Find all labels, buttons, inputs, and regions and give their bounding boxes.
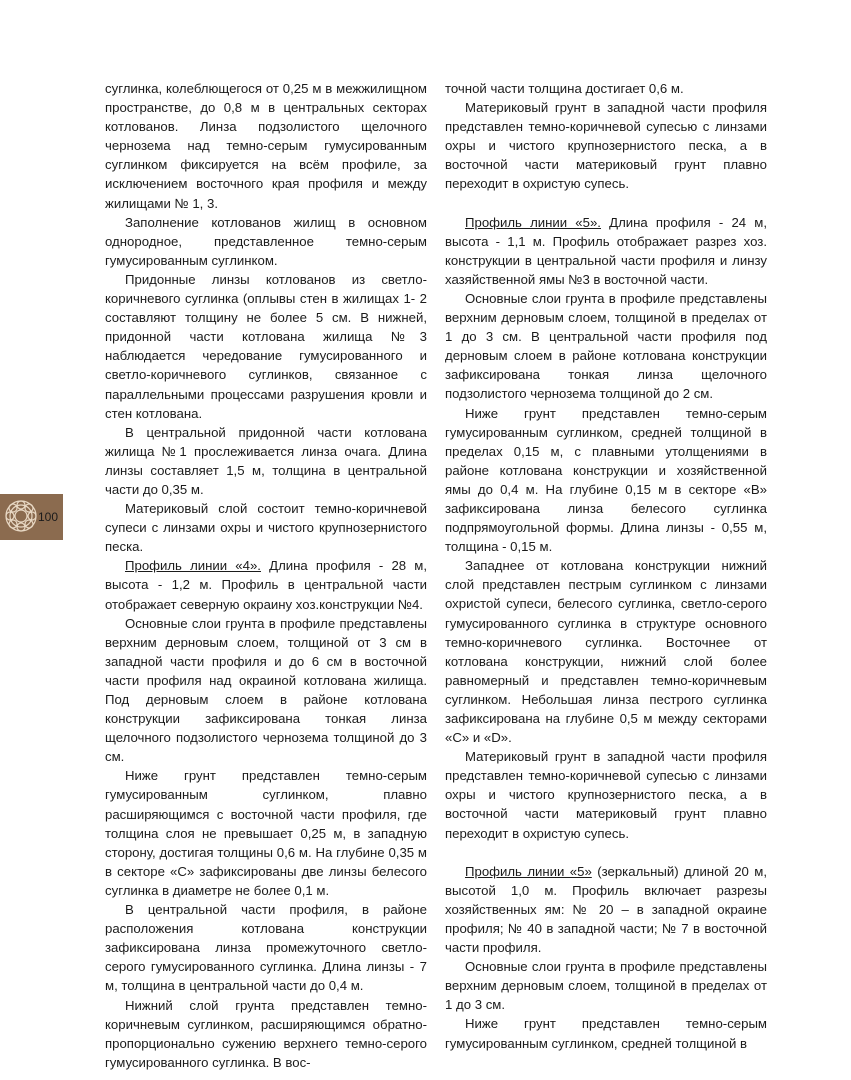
paragraph-text: Основные слои грунта в профиле представлены верхним дерновым слоем, толщиной в пределах от 1 до 3 см. <box>445 959 767 1013</box>
left-column-paragraph <box>105 79 427 213</box>
paragraph-text: Нижний слой грунта представлен темно-коричневым суглинком, расширяющимся обратно-пропорционально сужению верхнего темно-серого гумусированного суглинка. В вос- <box>105 997 427 1070</box>
left-column-paragraph <box>105 423 427 499</box>
paragraph-text: Ниже грунт представлен темно-серым гумусированным суглинком, средней толщиной в пределах 0,15 м, с плавными утолщениями в районе котлована конструкции и хозяйственной ямы до 0,4 м. На глубине 0,15 м в секторе «В» зафиксирована линза белесого суглинка подпрямоугольной формы. Длина линзы - 0,55 м, толщина - 0,15 м. <box>445 405 767 555</box>
left-column-paragraph <box>105 499 427 556</box>
right-column-paragraph <box>445 404 767 557</box>
left-column-paragraph <box>105 556 427 613</box>
left-column-paragraph <box>105 766 427 900</box>
paragraph-text: Ниже грунт представлен темно-серым гумусированным суглинком, плавно расширяющимся с восточной части профиля, где толщина слоя не превышает 0,25 м, в западную сторону, достигая толщины 0,6 м. На глубине 0,35 м в секторе «С» зафиксированы две линзы белесого суглинка в диаметре не более 0,1 м. <box>105 768 427 898</box>
paragraph-text: точной части толщина достигает 0,6 м. <box>445 81 684 96</box>
paragraph-text: Длина профиля - 28 м, высота - 1,2 м. Профиль в центральной части отображает северную окраину хоз.конструкции №4. <box>105 558 427 612</box>
right-column-paragraph <box>445 98 767 193</box>
left-column-paragraph <box>105 270 427 423</box>
right-column-paragraph <box>445 747 767 842</box>
right-column-paragraph <box>445 79 767 98</box>
left-column-paragraph <box>105 996 427 1072</box>
left-column <box>105 79 427 1072</box>
paragraph-text: В центральной части профиля, в районе расположения котлована конструкции зафиксирована линза промежуточного светло-серого гумусированного суглинка. Длина линзы - 7 м, толщина в центральной части до 0,4 м. <box>105 902 427 994</box>
paragraph-text: Длина профиля - 24 м, высота - 1,1 м. Профиль отображает разрез хоз. конструкции в центральной части профиля и линзу хазяйственной ямы №3 в восточной части. <box>445 214 767 287</box>
right-column-paragraph <box>445 957 767 1014</box>
paragraph-text: Материковый грунт в западной части профиля представлен темно-коричневой супесью с линзами охры и чистого крупнозернистого песка, а в восточной части материковый грунт плавно переходит в охристую супесь. <box>445 100 767 192</box>
paragraph-text: Придонные линзы котлованов из светло-коричневого суглинка (оплывы стен в жилищах 1- 2 составляют толщину не более 5 см. В нижней, придонной части котлована жилища №3 наблюдается чередование гумусированного и светло-коричневого суглинков, связанное с параллельными процессами разрушения кровли и стен котлована. <box>105 271 427 421</box>
profile-heading: Профиль линии «5» <box>465 863 592 879</box>
celtic-knot-ornament-icon <box>2 496 40 536</box>
paragraph-text: Ниже грунт представлен темно-серым гумусированным суглинком, средней толщиной в <box>445 1016 767 1051</box>
paragraph-text: Заполнение котлованов жилищ в основном однородное, представленное темно-серым гумусированным суглинком. <box>105 214 427 268</box>
paragraph-text: Материковый слой состоит темно-коричневой супеси с линзами охры и чистого крупнозернистого песка. <box>105 501 427 555</box>
left-column-paragraph <box>105 614 427 767</box>
paragraph-text: Основные слои грунта в профиле представлены верхним дерновым слоем, толщиной в пределах от 1 до 3 см. В центральной части профиля под дерновым слоем в районе котлована конструкции зафиксирована тонкая линза щелочного подзолистого чернозема толщиной до 2 см. <box>445 290 767 402</box>
paragraph-text: суглинка, колеблющегося от 0,25 м в межжилищном пространстве, до 0,8 м в центральных секторах котлованов. Линза подзолистого щелочного чернозема над темно-серым гумусированным суглинком фиксируется на всём профиле, за исключением восточного края профиля и между жилищами № 1, 3. <box>105 81 427 211</box>
left-column-paragraph <box>105 213 427 270</box>
paragraph-text: Материковый грунт в западной части профиля представлен темно-коричневой супесью с линзами охры и чистого крупнозернистого песка, а в восточной части материковый грунт плавно переходит в охристую супесь. <box>445 749 767 841</box>
left-column-paragraph <box>105 900 427 995</box>
page-number: 100 <box>38 510 59 524</box>
right-column-paragraph <box>445 1014 767 1052</box>
right-column-paragraph <box>445 289 767 404</box>
paragraph-text: Западнее от котлована конструкции нижний слой представлен пестрым суглинком с линзами охристой супеси, белесого суглинка, светло-серого гумусированного суглинка в структуре основного темно-коричневого суглинка. Восточнее от котлована конструкции, нижний слой более равномерный и представлен темно-коричневым суглинком. Небольшая линза пестрого суглинка зафиксирована на глубине 0,5 м между секторами «С» и «D». <box>445 558 767 746</box>
right-column-paragraph <box>445 556 767 747</box>
right-column-paragraph <box>445 213 767 289</box>
profile-heading: Профиль линии «5». <box>465 214 601 230</box>
paragraph-text: Основные слои грунта в профиле представлены верхним дерновым слоем, толщиной от 3 см в западной части профиля и до 6 см в восточной части профиля над окраиной котлована жилища. Под дерновым слоем в районе котлована конструкции зафиксирована тонкая линза щелочного подзолистого чернозема толщиной до 3 см. <box>105 615 427 765</box>
right-column-paragraph <box>445 862 767 957</box>
paragraph-text: В центральной придонной части котлована жилища №1 прослеживается линза очага. Длина линзы составляет 1,5 м, толщина в центральной части до 0,35 м. <box>105 424 427 497</box>
paragraph-text: (зеркальный) длиной 20 м, высотой 1,0 м. Профиль включает разрезы хозяйственных ям: № 20 – в западной окраине профиля; № 40 в западной части; № 7 в восточной части профиля. <box>445 863 767 956</box>
right-column <box>445 79 767 1053</box>
profile-heading: Профиль линии «4». <box>125 558 261 574</box>
